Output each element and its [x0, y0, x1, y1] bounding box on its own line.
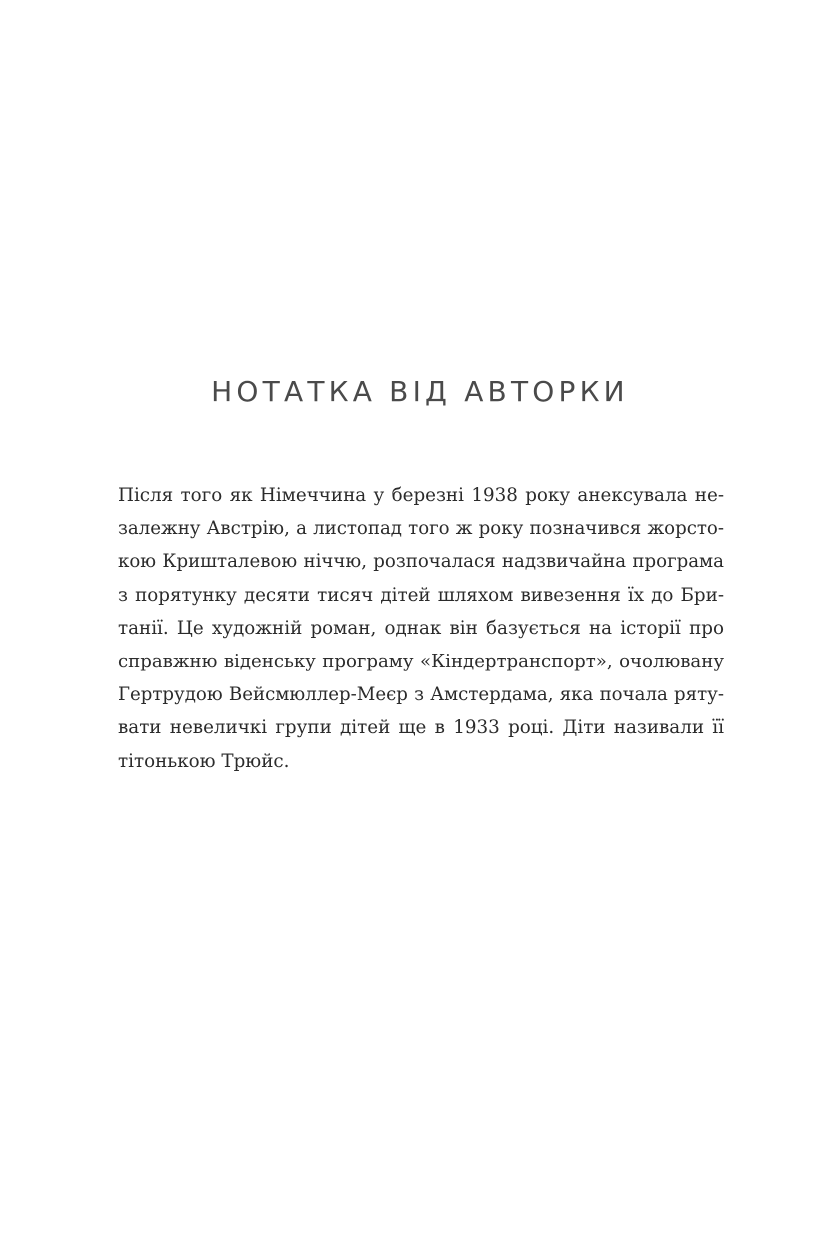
- paragraph-line: залежну Австрію, а листопад того ж року позначився жорсто-: [118, 518, 724, 540]
- author-note-paragraph: [118, 479, 724, 778]
- paragraph-line: танії. Це художній роман, однак він базується на історії про: [118, 617, 724, 639]
- chapter-heading: НОТАТКА ВІД АВТОРКИ: [211, 375, 629, 408]
- paragraph-line: тітонькою Трюйс.: [118, 750, 290, 772]
- paragraph-line: кою Кришталевою ніччю, розпочалася надзвичайна програма: [118, 551, 724, 573]
- paragraph-line: з порятунку десяти тисяч дітей шляхом вивезення їх до Бри-: [118, 584, 724, 606]
- paragraph-line: Після того як Німеччина у березні 1938 року анексувала не-: [118, 485, 724, 506]
- paragraph-line: вати невеличкі групи дітей ще в 1933 році. Діти називали її: [118, 717, 724, 739]
- paragraph-line: справжню віденську програму «Кіндертранспорт», очолювану: [118, 651, 724, 673]
- paragraph-line: Гертрудою Вейсмюллер-Меєр з Амстердама, яка почала ряту-: [118, 684, 724, 706]
